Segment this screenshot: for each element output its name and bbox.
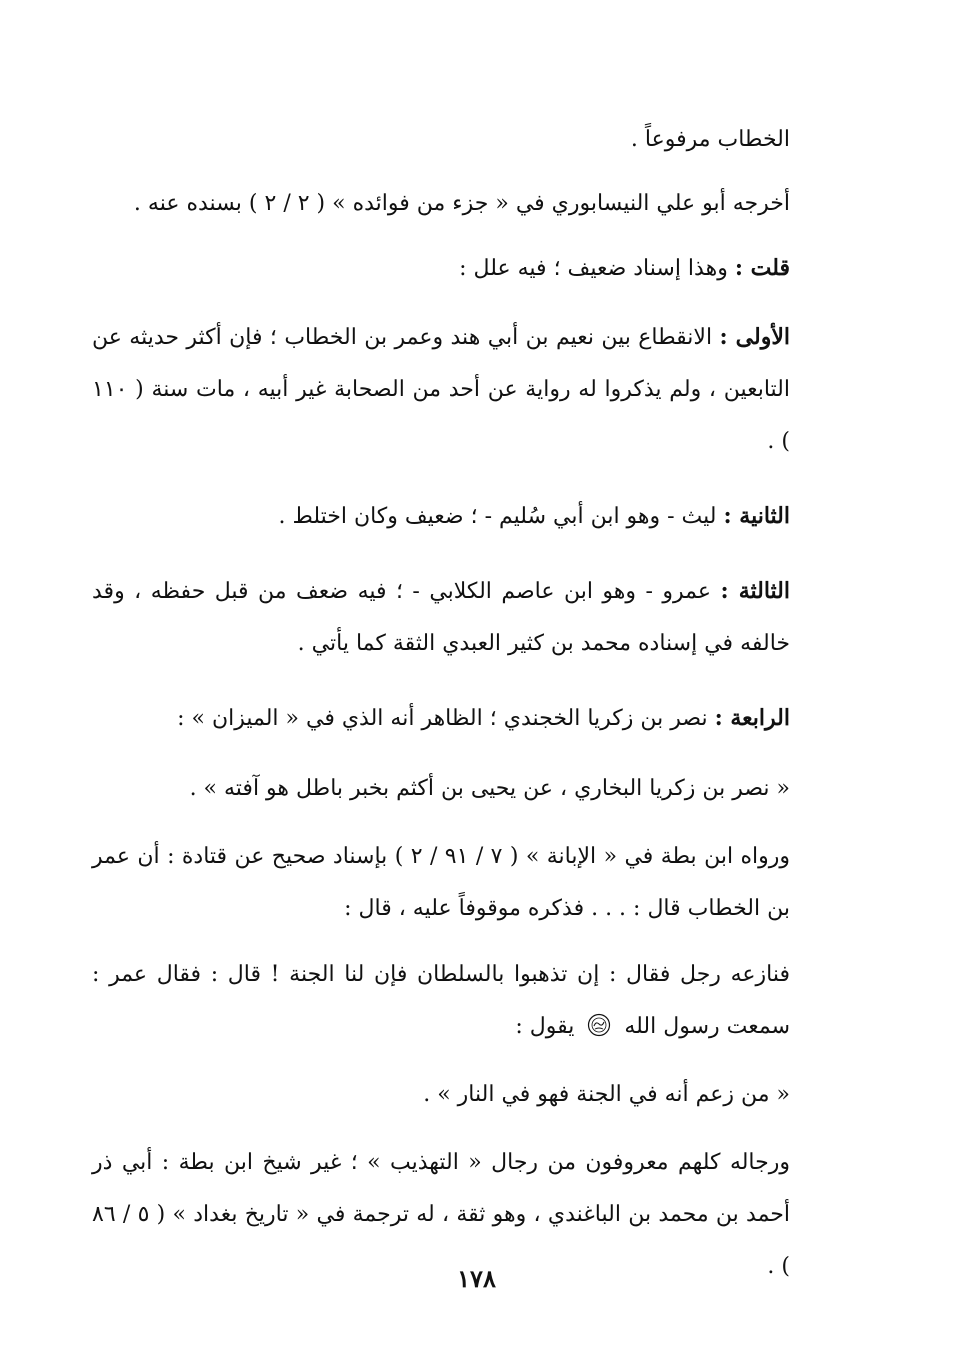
page-number: ١٧٨ [457,1264,496,1293]
paragraph-lead: الثالثة : [720,578,790,604]
paragraph-text: عمرو - وهو ابن عاصم الكلابي - ؛ فيه ضعف من قبل حفظه ، وقد خالفه في إسناده محمد بن كثير العبدي الثقة كما يأتي . [92,579,790,656]
paragraph-quote-mizan [92,761,832,817]
paragraph-lead: الأولى : [719,324,790,350]
paragraph-text: أخرجه أبو علي النيسابوري في « جزء من فوائده » ( ٢ / ٢ ) بسنده عنه . [133,191,790,216]
paragraph-text: الخطاب مرفوعاً . [630,127,790,152]
paragraph-lead: الثانية : [723,503,790,529]
paragraph-text: ورواه ابن بطة في « الإبانة » ( ٧ / ٩١ / ٢ ) بإسناد صحيح عن قتادة : أن عمر بن الخطاب قال : . . . فذكره موقوفاً عليه ، قال : [92,844,790,921]
paragraph-defect-second [92,488,832,545]
paragraph-text: ورجاله كلهم معروفون من رجال « التهذيب » ؛ غير شيخ ابن بطة : أبي ذر أحمد بن محمد بن الباغندي ، وهو ثقة ، له ترجمة في « تاريخ بغداد » ( ٥ / ٨٦ ) . [92,1150,790,1279]
paragraph-text: فنازعه رجل فقال : إن تذهبوا بالسلطان فإن لنا الجنة ! قال : فقال عمر : سمعت رسول الله [92,962,790,1039]
paragraph-ibn-batta [92,831,832,935]
paragraph-text: نصر بن زكريا الخجندي ؛ الظاهر أنه الذي في « الميزان » : [177,706,715,731]
salutation-icon [587,1013,611,1037]
paragraph-continuation [92,112,832,168]
paragraph-text: وهذا إسناد ضعيف ؛ فيه علل : [459,256,735,281]
paragraph-dispute [92,949,832,1053]
paragraph-text: ليث - وهو ابن أبي سُليم - ؛ ضعيف وكان اختلط . [278,504,724,529]
paragraph-defect-fourth [92,690,832,747]
paragraph-comment [92,240,832,297]
page-body [92,112,832,1293]
paragraph-lead: الرابعة : [714,705,790,731]
paragraph-defect-third [92,565,832,670]
paragraph-defect-first [92,311,832,468]
paragraph-text: « من زعم أنه في الجنة فهو في النار » . [423,1082,790,1107]
paragraph-source [92,176,832,232]
paragraph-text: الانقطاع بين نعيم بن أبي هند وعمر بن الخطاب ؛ فإن أكثر حديثه عن التابعين ، ولم يذكروا له رواية عن أحد من الصحابة غير أبيه ، مات سنة ( ١١٠ ) . [92,325,790,454]
paragraph-text: يقول : [515,1014,575,1039]
paragraph-hadith [92,1067,832,1123]
paragraph-text: « نصر بن زكريا البخاري ، عن يحيى بن أكثم بخبر باطل هو آفته » . [189,776,790,801]
paragraph-lead: قلت : [734,255,790,281]
